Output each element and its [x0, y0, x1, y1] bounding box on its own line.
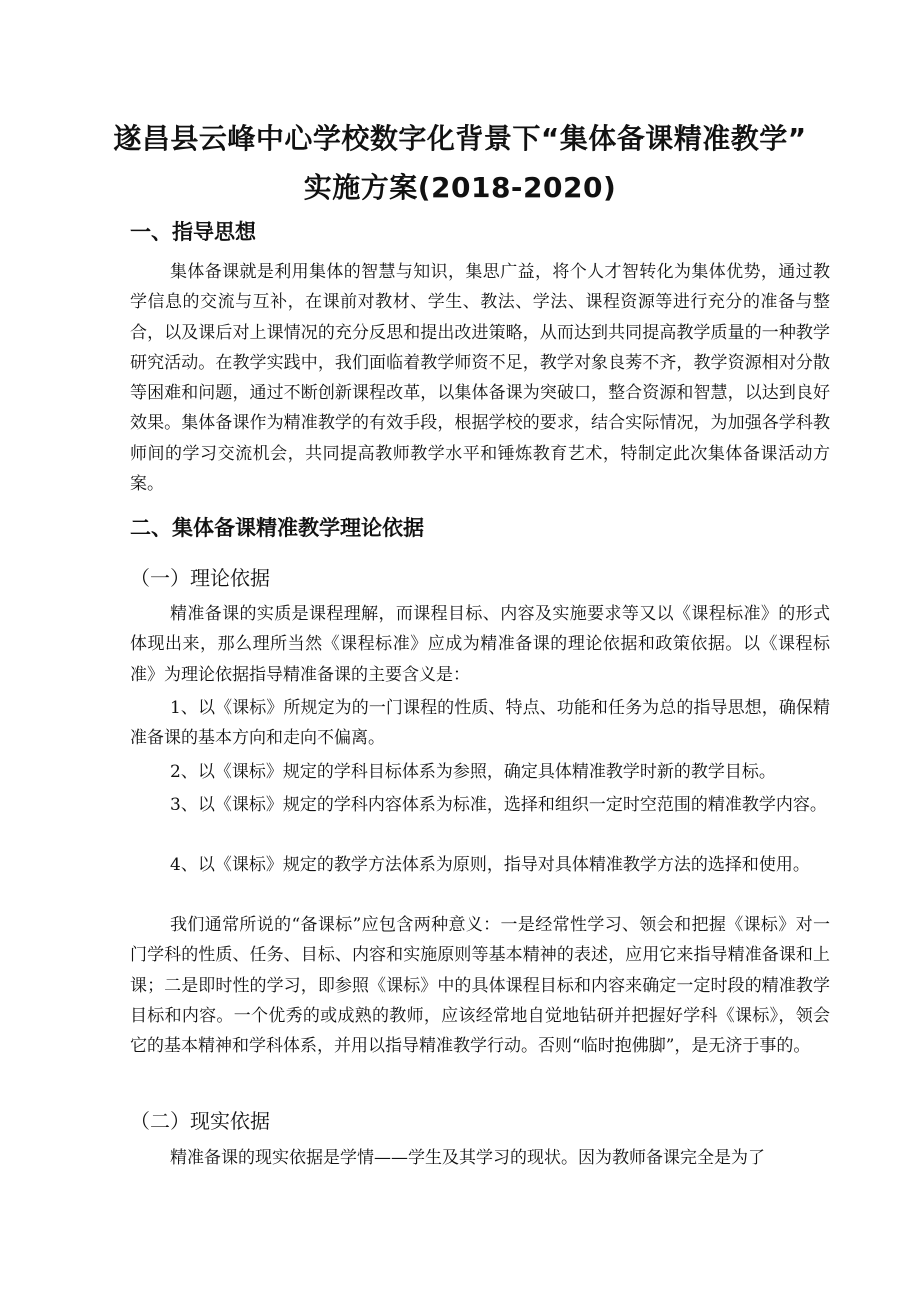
list-item-2: 2、以《课标》规定的学科目标体系为参照，确定具体精准教学时新的教学目标。 [170, 762, 776, 782]
document-title-line2: 实施方案(2018-2020) [303, 171, 617, 204]
list-item-1: 1、以《课标》所规定为的一门课程的性质、特点、功能和任务为总的指导思想，确保精准备课的基本方向和走向不偏离。 [130, 698, 830, 749]
subsection-heading-reality: （二）现实依据 [130, 1109, 270, 1133]
section-heading-theory-basis: 二、集体备课精准教学理论依据 [130, 516, 424, 540]
paragraph-curriculum-standard: 我们通常所说的“备课标”应包含两种意义：一是经常性学习、领会和把握《课标》对一门学科的性质、任务、目标、内容和实施原则等基本精神的表述，应用它来指导精准备课和上课；二是即时性的学习，即参照《课标》中的具体课程目标和内容来确定一定时段的精准教学目标和内容。一个优秀的或成熟的教师，应该经常地自觉地钻研并把握好学科《课标》，领会它的基本精神和学科体系，并用以指导精准教学行动。否则“临时抱佛脚”，是无济于事的。 [130, 915, 830, 1057]
paragraph-theory-basis: 精准备课的实质是课程理解，而课程目标、内容及实施要求等又以《课程标准》的形式体现出来，那么理所当然《课程标准》应成为精准备课的理论依据和政策依据。以《课程标准》为理论依据指导精准备课的主要含义是： [130, 604, 830, 685]
section-heading-guiding-ideology: 一、指导思想 [130, 220, 256, 244]
paragraph-reality-basis: 精准备课的现实依据是学情——学生及其学习的现状。因为教师备课完全是为了 [170, 1148, 765, 1168]
list-item-4: 4、以《课标》规定的教学方法体系为原则，指导对具体精准教学方法的选择和使用。 [170, 855, 810, 875]
list-item-3: 3、以《课标》规定的学科内容体系为标准，选择和组织一定时空范围的精准教学内容。 [170, 795, 827, 815]
subsection-heading-theory: （一）理论依据 [130, 566, 270, 590]
paragraph-guiding-ideology: 集体备课就是利用集体的智慧与知识，集思广益，将个人才智转化为集体优势，通过教学信息的交流与互补，在课前对教材、学生、教法、学法、课程资源等进行充分的准备与整合，以及课后对上课情况的充分反思和提出改进策略，从而达到共同提高教学质量的一种教学研究活动。在教学实践中，我们面临着教学师资不足，教学对象良莠不齐，教学资源相对分散等困难和问题，通过不断创新课程改革，以集体备课为突破口，整合资源和智慧，以达到良好效果。集体备课作为精准教学的有效手段，根据学校的要求，结合实际情况，为加强各学科教师间的学习交流机会，共同提高教师教学水平和锤炼教育艺术，特制定此次集体备课活动方案。 [130, 262, 830, 495]
document-title-line1: 遂昌县云峰中心学校数字化背景下“集体备课精准教学” [113, 122, 807, 155]
